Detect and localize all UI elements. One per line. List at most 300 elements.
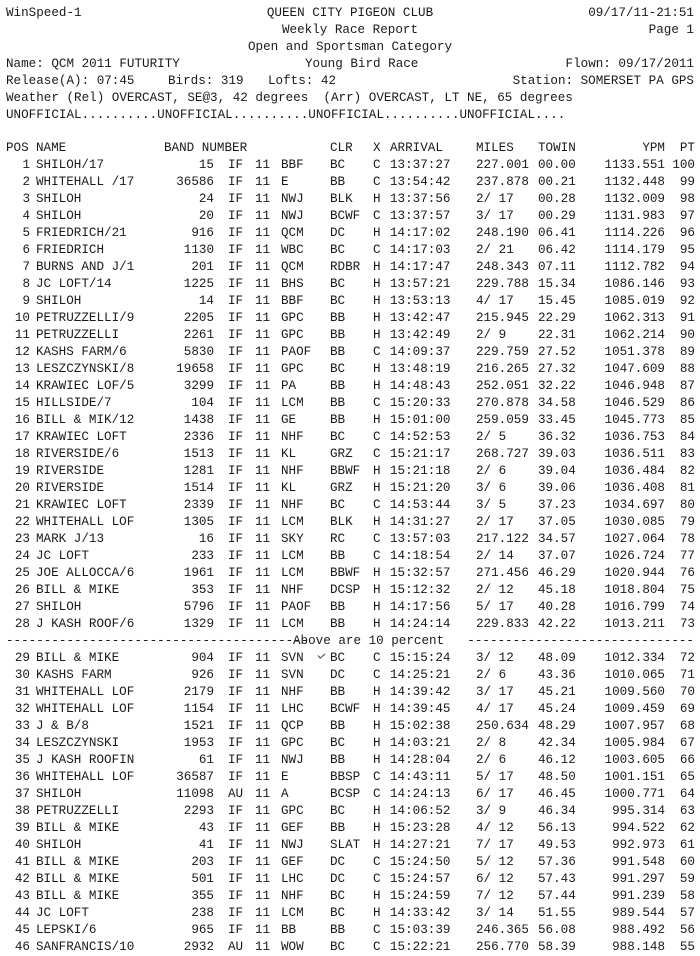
col-arrival-header: ARRIVAL <box>390 141 443 155</box>
table-row <box>0 531 700 548</box>
table-row <box>0 327 700 344</box>
cell-band: 2261 <box>183 328 214 342</box>
table-row <box>0 310 700 327</box>
cell-prefix: IF <box>228 430 244 444</box>
cell-ypm: 1003.605 <box>604 753 665 767</box>
cell-towin: 37.07 <box>538 549 576 563</box>
cell-color: BC <box>330 651 346 665</box>
table-row <box>0 820 700 837</box>
cell-name: PETRUZZELLI <box>36 804 120 818</box>
cell-ypm: 991.548 <box>612 855 665 869</box>
cell-band: 1305 <box>183 515 214 529</box>
report-datetime: 09/17/11-21:51 <box>588 6 694 20</box>
cell-arrival: 13:42:49 <box>390 328 451 342</box>
cell-prefix: IF <box>228 379 244 393</box>
cell-year: 11 <box>255 396 271 410</box>
cell-name: RIVERSIDE <box>36 464 105 478</box>
cell-club: GEF <box>281 855 304 869</box>
cell-ypm: 1036.408 <box>604 481 665 495</box>
cell-pos: 43 <box>14 889 30 903</box>
cell-club: LCM <box>281 566 304 580</box>
cell-name: LESZCZYNSKI/8 <box>36 362 135 376</box>
cell-club: PAOF <box>281 345 312 359</box>
separator-dashes-left: ---------------------------------------- <box>6 634 309 648</box>
cell-ypm: 1046.529 <box>604 396 665 410</box>
cell-pt: 82 <box>679 464 695 478</box>
cell-year: 11 <box>255 566 271 580</box>
cell-year: 11 <box>255 226 271 240</box>
cell-prefix: IF <box>228 260 244 274</box>
cell-club: GEF <box>281 821 304 835</box>
cell-miles: 3/ 6 <box>476 481 507 495</box>
cell-club: LCM <box>281 396 304 410</box>
cell-arrival: 15:15:24 <box>390 651 451 665</box>
cell-year: 11 <box>255 175 271 189</box>
cell-band: 14 <box>198 294 214 308</box>
ten-percent-separator <box>0 633 700 650</box>
cell-pos: 46 <box>14 940 30 954</box>
cell-pos: 11 <box>14 328 30 342</box>
cell-year: 11 <box>255 906 271 920</box>
cell-prefix: IF <box>228 362 244 376</box>
cell-name: SHILOH <box>36 787 82 801</box>
cell-pt: 85 <box>679 413 695 427</box>
cell-pt: 92 <box>679 294 695 308</box>
cell-ypm: 1027.064 <box>604 532 665 546</box>
cell-club: SKY <box>281 532 304 546</box>
cell-color: RDBR <box>330 260 361 274</box>
cell-pos: 32 <box>14 702 30 716</box>
cell-year: 11 <box>255 600 271 614</box>
cell-miles: 2/ 12 <box>476 583 514 597</box>
cell-towin: 07.11 <box>538 260 576 274</box>
cell-color: BB <box>330 719 346 733</box>
cell-prefix: IF <box>228 532 244 546</box>
cell-sex: C <box>373 498 381 512</box>
cell-name: SHILOH <box>36 209 82 223</box>
cell-sex: C <box>373 175 381 189</box>
cell-pos: 5 <box>22 226 30 240</box>
cell-prefix: IF <box>228 464 244 478</box>
table-row <box>0 837 700 854</box>
cell-towin: 46.12 <box>538 753 576 767</box>
cell-pos: 14 <box>14 379 30 393</box>
cell-prefix: IF <box>228 328 244 342</box>
cell-ypm: 1007.957 <box>604 719 665 733</box>
cell-prefix: IF <box>228 668 244 682</box>
release-station: Station: SOMERSET PA GPS <box>512 74 694 88</box>
cell-miles: 5/ 17 <box>476 600 514 614</box>
cell-club: SVN <box>281 651 304 665</box>
cell-pos: 4 <box>22 209 30 223</box>
cell-arrival: 15:20:33 <box>390 396 451 410</box>
cell-miles: 3/ 9 <box>476 804 507 818</box>
cell-arrival: 14:18:54 <box>390 549 451 563</box>
cell-color: BC <box>330 430 346 444</box>
cell-miles: 4/ 12 <box>476 821 514 835</box>
table-row <box>0 922 700 939</box>
cell-pt: 80 <box>679 498 695 512</box>
cell-miles: 227.001 <box>476 158 529 172</box>
cell-arrival: 13:53:13 <box>390 294 451 308</box>
cell-towin: 58.39 <box>538 940 576 954</box>
cell-sex: H <box>373 804 381 818</box>
cell-arrival: 14:17:56 <box>390 600 451 614</box>
cell-name: FRIEDRICH/21 <box>36 226 127 240</box>
cell-band: 353 <box>191 583 214 597</box>
cell-ypm: 1112.782 <box>604 260 665 274</box>
cell-arrival: 14:24:14 <box>390 617 451 631</box>
race-name: Name: QCM 2011 FUTURITY <box>6 57 180 71</box>
cell-color: BC <box>330 294 346 308</box>
cell-pt: 88 <box>679 362 695 376</box>
cell-pos: 26 <box>14 583 30 597</box>
cell-year: 11 <box>255 430 271 444</box>
cell-pt: 95 <box>679 243 695 257</box>
cell-pt: 81 <box>679 481 695 495</box>
cell-arrival: 13:57:03 <box>390 532 451 546</box>
cell-arrival: 15:21:17 <box>390 447 451 461</box>
cell-pos: 18 <box>14 447 30 461</box>
cell-pt: 89 <box>679 345 695 359</box>
cell-miles: 5/ 12 <box>476 855 514 869</box>
cell-ypm: 1132.448 <box>604 175 665 189</box>
cell-arrival: 15:01:00 <box>390 413 451 427</box>
cell-arrival: 15:02:38 <box>390 719 451 733</box>
cell-miles: 3/ 12 <box>476 651 514 665</box>
cell-ypm: 988.148 <box>612 940 665 954</box>
cell-band: 5830 <box>183 345 214 359</box>
cell-ypm: 1131.983 <box>604 209 665 223</box>
table-row <box>0 582 700 599</box>
cell-towin: 45.24 <box>538 702 576 716</box>
cell-band: 15 <box>198 158 214 172</box>
cell-name: JC LOFT <box>36 906 89 920</box>
col-miles-header: MILES <box>476 141 514 155</box>
cell-band: 24 <box>198 192 214 206</box>
table-row <box>0 395 700 412</box>
cell-ypm: 1000.771 <box>604 787 665 801</box>
cell-color: DC <box>330 668 346 682</box>
cell-arrival: 14:27:21 <box>390 838 451 852</box>
cell-pt: 84 <box>679 430 695 444</box>
cell-pos: 27 <box>14 600 30 614</box>
cell-year: 11 <box>255 855 271 869</box>
cell-band: 43 <box>198 821 214 835</box>
unofficial-line <box>0 107 700 124</box>
cell-sex: H <box>373 600 381 614</box>
cell-year: 11 <box>255 515 271 529</box>
cell-ypm: 988.492 <box>612 923 665 937</box>
cell-miles: 229.759 <box>476 345 529 359</box>
cell-sex: H <box>373 821 381 835</box>
cell-band: 203 <box>191 855 214 869</box>
cell-arrival: 14:31:27 <box>390 515 451 529</box>
cell-ypm: 1051.378 <box>604 345 665 359</box>
table-row <box>0 888 700 905</box>
cell-sex: C <box>373 243 381 257</box>
cell-towin: 40.28 <box>538 600 576 614</box>
cell-band: 1130 <box>183 243 214 257</box>
table-row <box>0 344 700 361</box>
cell-band: 355 <box>191 889 214 903</box>
cell-ypm: 1001.151 <box>604 770 665 784</box>
cell-name: SHILOH <box>36 192 82 206</box>
cell-arrival: 14:09:37 <box>390 345 451 359</box>
cell-name: WHITEHALL LOF <box>36 702 135 716</box>
cell-color: BB <box>330 328 346 342</box>
cell-sex: H <box>373 753 381 767</box>
col-pos-header: POS <box>6 141 29 155</box>
cell-band: 1281 <box>183 464 214 478</box>
cell-arrival: 15:23:28 <box>390 821 451 835</box>
cell-year: 11 <box>255 719 271 733</box>
cell-prefix: IF <box>228 583 244 597</box>
cell-towin: 00.28 <box>538 192 576 206</box>
cell-club: LCM <box>281 549 304 563</box>
cell-band: 2179 <box>183 685 214 699</box>
cell-year: 11 <box>255 651 271 665</box>
cell-arrival: 15:22:21 <box>390 940 451 954</box>
cell-towin: 34.58 <box>538 396 576 410</box>
cell-color: BB <box>330 549 346 563</box>
cell-year: 11 <box>255 923 271 937</box>
cell-pos: 1 <box>22 158 30 172</box>
cell-year: 11 <box>255 158 271 172</box>
cell-sex: H <box>373 464 381 478</box>
cell-sex: H <box>373 413 381 427</box>
cell-color: BLK <box>330 515 353 529</box>
cell-prefix: IF <box>228 685 244 699</box>
cell-prefix: IF <box>228 447 244 461</box>
cell-band: 16 <box>198 532 214 546</box>
cell-club: BHS <box>281 277 304 291</box>
cell-pos: 38 <box>14 804 30 818</box>
cell-club: LHC <box>281 702 304 716</box>
cell-color: DC <box>330 855 346 869</box>
cell-year: 11 <box>255 243 271 257</box>
cell-band: 1438 <box>183 413 214 427</box>
cell-ypm: 1132.009 <box>604 192 665 206</box>
cell-pt: 61 <box>679 838 695 852</box>
cell-band: 2336 <box>183 430 214 444</box>
table-row <box>0 497 700 514</box>
cell-color: BC <box>330 158 346 172</box>
table-row <box>0 701 700 718</box>
cell-pos: 13 <box>14 362 30 376</box>
table-row <box>0 786 700 803</box>
cell-ypm: 992.973 <box>612 838 665 852</box>
cell-name: BILL & MIKE <box>36 651 120 665</box>
cell-year: 11 <box>255 345 271 359</box>
cell-sex: H <box>373 719 381 733</box>
cell-prefix: IF <box>228 821 244 835</box>
cell-miles: 2/ 14 <box>476 549 514 563</box>
cell-pt: 68 <box>679 719 695 733</box>
cell-sex: C <box>373 787 381 801</box>
cell-miles: 270.878 <box>476 396 529 410</box>
cell-pt: 86 <box>679 396 695 410</box>
cell-color: BC <box>330 277 346 291</box>
cell-name: BURNS AND J/1 <box>36 260 135 274</box>
cell-name: JC LOFT <box>36 549 89 563</box>
cell-miles: 6/ 17 <box>476 787 514 801</box>
cell-pos: 29 <box>14 651 30 665</box>
cell-arrival: 14:24:13 <box>390 787 451 801</box>
cell-towin: 46.45 <box>538 787 576 801</box>
cell-sex: C <box>373 209 381 223</box>
cell-sex: C <box>373 345 381 359</box>
race-line-1 <box>0 56 700 73</box>
table-row <box>0 429 700 446</box>
cell-sex: H <box>373 260 381 274</box>
cell-name: SHILOH <box>36 838 82 852</box>
cell-year: 11 <box>255 481 271 495</box>
cell-club: GPC <box>281 362 304 376</box>
table-row <box>0 548 700 565</box>
cell-prefix: IF <box>228 566 244 580</box>
cell-miles: 237.878 <box>476 175 529 189</box>
cell-prefix: IF <box>228 617 244 631</box>
table-row <box>0 667 700 684</box>
cell-year: 11 <box>255 685 271 699</box>
cell-club: E <box>281 175 289 189</box>
report-title: Weekly Race Report <box>281 23 419 37</box>
cell-color: BB <box>330 617 346 631</box>
cell-year: 11 <box>255 311 271 325</box>
cell-towin: 48.09 <box>538 651 576 665</box>
cell-towin: 06.42 <box>538 243 576 257</box>
cell-pt: 87 <box>679 379 695 393</box>
cell-miles: 268.727 <box>476 447 529 461</box>
header-line-3 <box>0 39 700 56</box>
cell-pos: 16 <box>14 413 30 427</box>
cell-club: GPC <box>281 804 304 818</box>
cell-pt: 71 <box>679 668 695 682</box>
cell-sex: H <box>373 192 381 206</box>
cell-ypm: 1009.459 <box>604 702 665 716</box>
cell-pt: 74 <box>679 600 695 614</box>
cell-pos: 3 <box>22 192 30 206</box>
software-name: WinSpeed-1 <box>6 6 82 20</box>
cell-color: BCWF <box>330 702 361 716</box>
cell-towin: 32.22 <box>538 379 576 393</box>
cell-arrival: 14:39:45 <box>390 702 451 716</box>
cell-prefix: IF <box>228 651 244 665</box>
cell-color: BBWF <box>330 464 361 478</box>
table-row <box>0 293 700 310</box>
cell-miles: 2/ 6 <box>476 668 507 682</box>
cell-miles: 3/ 17 <box>476 685 514 699</box>
cell-pt: 66 <box>679 753 695 767</box>
cell-pt: 76 <box>679 566 695 580</box>
cell-band: 11098 <box>176 787 214 801</box>
cell-prefix: IF <box>228 243 244 257</box>
table-row <box>0 463 700 480</box>
cell-towin: 51.55 <box>538 906 576 920</box>
cell-pos: 39 <box>14 821 30 835</box>
table-row <box>0 174 700 191</box>
cell-miles: 271.456 <box>476 566 529 580</box>
cell-club: WBC <box>281 243 304 257</box>
cell-color: BC <box>330 498 346 512</box>
cell-sex: C <box>373 668 381 682</box>
table-row <box>0 735 700 752</box>
cell-name: HILLSIDE/7 <box>36 396 112 410</box>
cell-year: 11 <box>255 770 271 784</box>
cell-arrival: 13:48:19 <box>390 362 451 376</box>
cell-name: BILL & MIK/12 <box>36 413 135 427</box>
cell-sex: H <box>373 362 381 376</box>
cell-sex: H <box>373 481 381 495</box>
cell-ypm: 1026.724 <box>604 549 665 563</box>
cell-pt: 55 <box>679 940 695 954</box>
cell-pt: 94 <box>679 260 695 274</box>
cell-color: BB <box>330 821 346 835</box>
cell-name: KASHS FARM/6 <box>36 345 127 359</box>
handwritten-check-mark <box>318 651 326 659</box>
col-x-header: X <box>373 141 381 155</box>
cell-band: 1953 <box>183 736 214 750</box>
cell-band: 1513 <box>183 447 214 461</box>
cell-prefix: IF <box>228 226 244 240</box>
cell-arrival: 14:53:44 <box>390 498 451 512</box>
table-row <box>0 939 700 956</box>
cell-ypm: 1062.313 <box>604 311 665 325</box>
cell-band: 41 <box>198 838 214 852</box>
cell-prefix: IF <box>228 702 244 716</box>
cell-name: KRAWIEC LOFT <box>36 430 127 444</box>
cell-ypm: 1062.214 <box>604 328 665 342</box>
cell-club: NWJ <box>281 192 304 206</box>
cell-year: 11 <box>255 498 271 512</box>
cell-club: LCM <box>281 906 304 920</box>
cell-band: 36587 <box>176 770 214 784</box>
cell-towin: 48.29 <box>538 719 576 733</box>
cell-ypm: 1009.560 <box>604 685 665 699</box>
cell-name: WHITEHALL /17 <box>36 175 135 189</box>
cell-prefix: IF <box>228 175 244 189</box>
cell-pt: 79 <box>679 515 695 529</box>
cell-prefix: IF <box>228 600 244 614</box>
table-row <box>0 854 700 871</box>
cell-sex: H <box>373 311 381 325</box>
cell-color: BC <box>330 736 346 750</box>
cell-name: RIVERSIDE/6 <box>36 447 120 461</box>
cell-sex: C <box>373 770 381 784</box>
cell-name: RIVERSIDE <box>36 481 105 495</box>
cell-color: BCSP <box>330 787 361 801</box>
cell-miles: 2/ 9 <box>476 328 507 342</box>
cell-pos: 35 <box>14 753 30 767</box>
cell-towin: 46.29 <box>538 566 576 580</box>
table-row <box>0 514 700 531</box>
cell-sex: C <box>373 872 381 886</box>
cell-towin: 15.45 <box>538 294 576 308</box>
cell-name: J KASH ROOF/6 <box>36 617 135 631</box>
cell-name: BILL & MIKE <box>36 583 120 597</box>
cell-prefix: IF <box>228 855 244 869</box>
cell-miles: 2/ 6 <box>476 464 507 478</box>
cell-towin: 57.44 <box>538 889 576 903</box>
cell-club: KL <box>281 481 297 495</box>
cell-ypm: 1114.179 <box>604 243 665 257</box>
header-line-2 <box>0 22 700 39</box>
cell-arrival: 14:25:21 <box>390 668 451 682</box>
cell-pos: 10 <box>14 311 30 325</box>
cell-towin: 39.04 <box>538 464 576 478</box>
cell-sex: C <box>373 430 381 444</box>
